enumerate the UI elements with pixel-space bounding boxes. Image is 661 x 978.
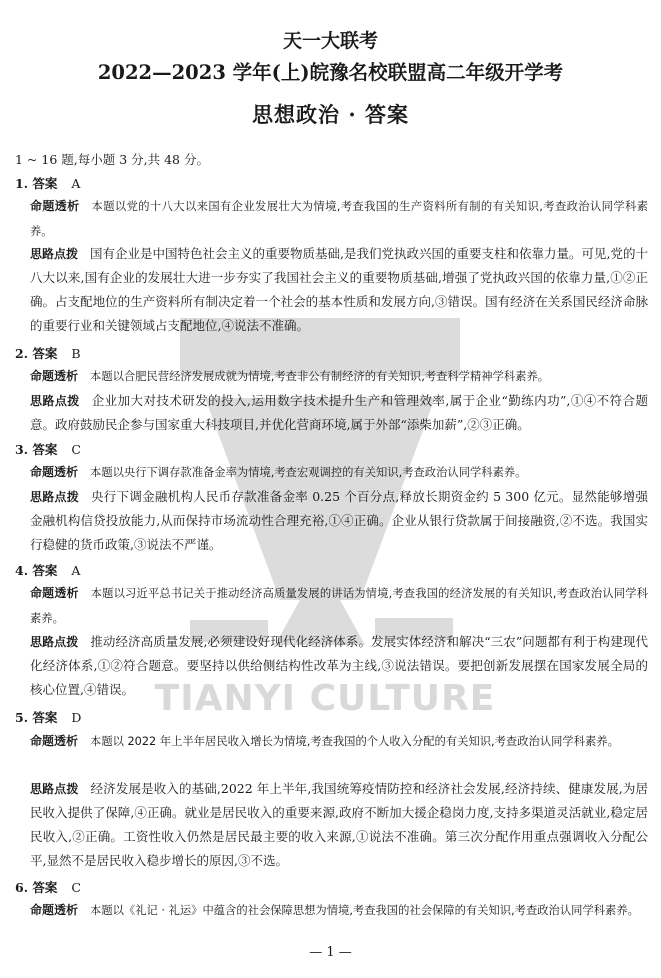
question-number: 1. 答案 (15, 176, 58, 191)
question-number: 2. 答案 (15, 346, 58, 361)
explanation-label: 思路点拨 (30, 394, 80, 408)
question-5-explanation (30, 777, 648, 873)
analysis-label: 命题透析 (30, 199, 80, 213)
analysis-text: 本题以 2022 年上半年居民收入增长为情境,考查我国的个人收入分配的有关知识,考查政治认同学科素养。 (90, 735, 619, 748)
question-number: 3. 答案 (15, 442, 58, 457)
question-5-analysis (30, 729, 648, 754)
question-number: 5. 答案 (15, 710, 58, 725)
analysis-label: 命题透析 (30, 586, 79, 600)
explanation-text: 国有企业是中国特色社会主义的重要物质基础,是我们党执政兴国的重要支柱和依靠力量。可见,党的十八大以来,国有企业的发展壮大进一步夯实了我国社会主义的重要物质基础,增强了党执政兴国的依靠力量,①②正确。占支配地位的生产资料所有制决定着一个社会的基本性质和发展方向,③错误。国有经济在关系国民经济命脉的重要行业和关键领域占支配地位,④说法不准确。 (30, 246, 648, 333)
question-6-analysis (30, 898, 648, 923)
answer-letter: D (71, 710, 82, 725)
analysis-label: 命题透析 (30, 734, 79, 748)
explanation-label: 思路点拨 (30, 635, 79, 649)
analysis-text: 本题以习近平总书记关于推动经济高质量发展的讲话为情境,考查我国的经济发展的有关知识,考查政治认同学科素养。 (30, 587, 648, 625)
question-2-analysis (30, 364, 648, 389)
explanation-text: 经济发展是收入的基础,2022 年上半年,我国统筹疫情防控和经济社会发展,经济持续、健康发展,为居民收入提供了保障,④正确。就业是居民收入的重要来源,政府不断加大援企稳岗力度,支持多渠道灵活就业,稳定居民收入,②正确。工资性收入仍然是居民最主要的收入来源,①说法不准确。第三次分配作用重点强调收入分配公平,显然不是居民收入稳步增长的原因,③不选。 (30, 781, 648, 868)
explanation-text: 企业加大对技术研发的投入,运用数字技术提升生产和管理效率,属于企业“勤练内功”,①④不符合题意。政府鼓励民企参与国家重大科技项目,并优化营商环境,属于外部“添柴加薪”,②③正确。 (30, 393, 648, 432)
question-number: 4. 答案 (15, 563, 58, 578)
question-5-answer-line (15, 708, 81, 726)
explanation-text: 央行下调金融机构人民币存款准备金率 0.25 个百分点,释放长期资金约 5 300 亿元。显然能够增强金融机构信贷投放能力,从而保持市场流动性合理充裕,①④正确。企业从银行贷款属于间接融资,②不选。我国实行稳健的货币政策,③说法不严谨。 (30, 489, 648, 552)
exam-organizer: 天一大联考 (282, 30, 378, 52)
question-6-answer-line (15, 878, 81, 896)
analysis-text: 本题以央行下调存款准备金率为情境,考查宏观调控的有关知识,考查政治认同学科素养。 (90, 466, 527, 479)
analysis-text: 本题以党的十八大以来国有企业发展壮大为情境,考查我国的生产资料所有制的有关知识,考查政治认同学科素养。 (30, 200, 648, 238)
question-4-analysis (30, 581, 648, 631)
subject-title: 思想政治 · 答案 (252, 102, 409, 127)
answer-letter: A (71, 176, 81, 191)
question-4-explanation (30, 630, 648, 702)
question-4-answer-line (15, 561, 80, 579)
explanation-label: 思路点拨 (30, 782, 79, 796)
question-1-explanation (30, 242, 648, 338)
answer-letter: C (71, 442, 81, 457)
scoring-intro: 1 ~ 16 题,每小题 3 分,共 48 分。 (15, 152, 209, 167)
analysis-text: 本题以合肥民营经济发展成就为情境,考查非公有制经济的有关知识,考查科学精神学科素养。 (90, 370, 550, 383)
page-number: — 1 — (309, 945, 352, 960)
analysis-label: 命题透析 (30, 369, 79, 383)
question-1-answer-line (15, 174, 80, 192)
explanation-label: 思路点拨 (30, 247, 79, 261)
question-3-explanation (30, 485, 648, 557)
explanation-label: 思路点拨 (30, 490, 80, 504)
question-1-analysis (30, 194, 648, 244)
question-3-answer-line (15, 440, 81, 458)
exam-title: 2022—2023 学年(上)皖豫名校联盟高二年级开学考 (97, 61, 564, 84)
question-2-answer-line (15, 344, 81, 362)
question-3-analysis (30, 460, 648, 485)
analysis-label: 命题透析 (30, 465, 79, 479)
answer-letter: A (71, 563, 81, 578)
analysis-label: 命题透析 (30, 903, 79, 917)
explanation-text: 推动经济高质量发展,必须建设好现代化经济体系。发展实体经济和解决“三农”问题都有利于构建现代化经济体系,①②符合题意。要坚持以供给侧结构性改革为主线,③说法错误。要把创新发展摆在国家发展全局的核心位置,④错误。 (30, 634, 648, 697)
watermark-text: TIANYI CULTURE (154, 678, 496, 719)
answer-letter: B (71, 346, 81, 361)
question-number: 6. 答案 (15, 880, 58, 895)
answer-letter: C (71, 880, 81, 895)
question-2-explanation (30, 389, 648, 437)
analysis-text: 本题以《礼记 · 礼运》中蕴含的社会保障思想为情境,考查我国的社会保障的有关知识,考查政治认同学科素养。 (90, 904, 639, 917)
